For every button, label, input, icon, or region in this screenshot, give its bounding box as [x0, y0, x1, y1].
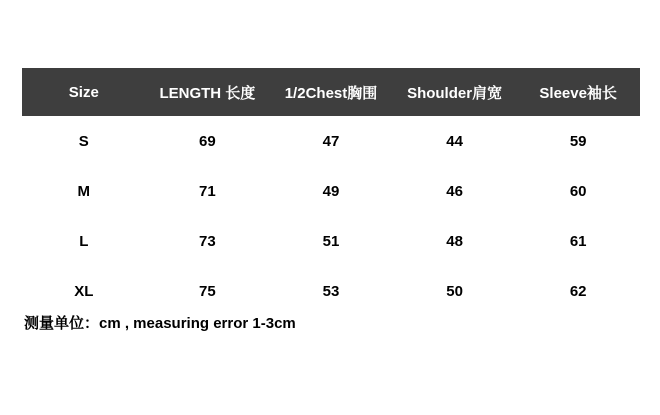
- column-header-sleeve: Sleeve袖长: [539, 84, 617, 102]
- value-cell: 53: [322, 282, 340, 300]
- value-cell: 71: [199, 182, 216, 200]
- table-header-row: [22, 68, 640, 116]
- table-row: [22, 216, 640, 266]
- table-row: [22, 116, 640, 166]
- table-row: [22, 166, 640, 216]
- value-cell: 62: [569, 282, 587, 300]
- size-cell: XL: [74, 282, 94, 300]
- column-header-chest: 1/2Chest胸围: [284, 84, 378, 102]
- column-header-size: Size: [68, 83, 99, 101]
- value-cell: 48: [446, 232, 463, 250]
- value-cell: 47: [322, 132, 340, 150]
- column-header-shoulder: Shoulder肩宽: [407, 84, 503, 102]
- value-cell: 51: [322, 232, 340, 250]
- size-cell: M: [77, 182, 91, 200]
- size-cell: L: [79, 232, 89, 250]
- value-cell: 69: [199, 132, 216, 150]
- table-row: [22, 266, 640, 316]
- value-cell: 46: [446, 182, 463, 200]
- value-cell: 50: [446, 282, 463, 300]
- value-cell: 44: [446, 132, 463, 150]
- size-cell: S: [78, 132, 89, 150]
- value-cell: 59: [569, 132, 587, 150]
- value-cell: 49: [322, 182, 340, 200]
- value-cell: 60: [569, 182, 587, 200]
- size-chart-table: [22, 68, 640, 316]
- value-cell: 73: [199, 232, 216, 250]
- measurement-note: 测量单位：cm , measuring error 1-3cm: [24, 315, 296, 332]
- column-header-length: LENGTH 长度: [159, 84, 256, 102]
- value-cell: 75: [199, 282, 216, 300]
- value-cell: 61: [569, 232, 587, 250]
